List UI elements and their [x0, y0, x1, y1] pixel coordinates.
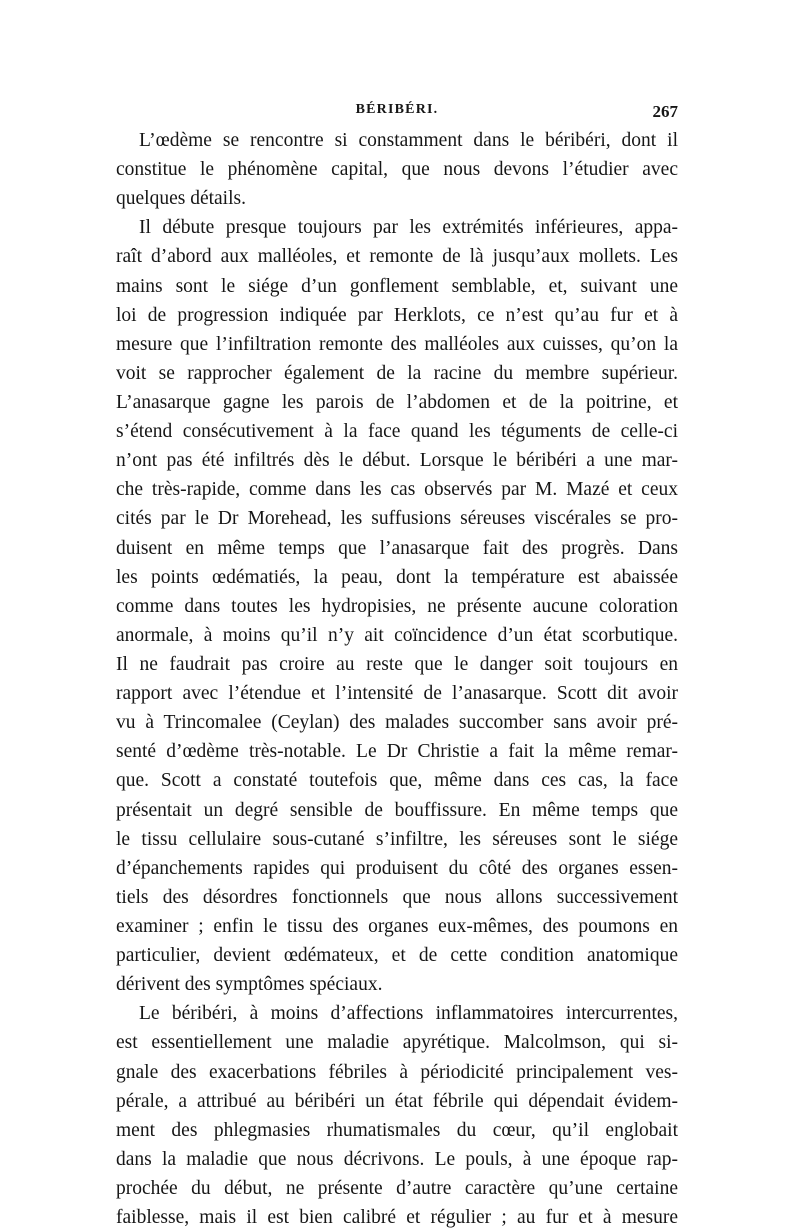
text-line-13: che très-rapide, comme dans les cas observés par M. Mazé et ceux — [116, 479, 678, 501]
text-line-23: que. Scott a constaté toutefois que, même dans ces cas, la face — [116, 770, 678, 792]
text-line-10: L’anasarque gagne les parois de l’abdomen et de la poitrine, et — [116, 391, 678, 413]
text-line-2: constitue le phénomène capital, que nous devons l’étudier avec — [116, 159, 678, 181]
text-line-29: particulier, devient œdémateux, et de cette condition anatomique — [116, 945, 678, 967]
text-line-12: n’ont pas été infiltrés dès le début. Lorsque le béribéri a une mar- — [116, 450, 678, 472]
body-text — [116, 126, 678, 1232]
text-line-38: faiblesse, mais il est bien calibré et régulier ; au fur et à mesure — [116, 1207, 678, 1229]
text-line-36: dans la maladie que nous décrivons. Le pouls, à une époque rap- — [116, 1148, 678, 1170]
text-line-7: loi de progression indiquée par Herklots, ce n’est qu’au fur et à — [116, 304, 678, 326]
page-header — [116, 102, 678, 126]
text-line-34: pérale, a attribué au béribéri un état fébrile qui dépendait évidem- — [116, 1090, 678, 1112]
text-line-20: rapport avec l’étendue et l’intensité de l’anasarque. Scott dit avoir — [116, 683, 678, 705]
text-line-22: senté d’œdème très-notable. Le Dr Christie a fait la même remar- — [116, 741, 678, 763]
text-line-1: L’œdème se rencontre si constamment dans le béribéri, dont il — [139, 130, 678, 151]
text-line-16: les points œdématiés, la peau, dont la température est abaissée — [116, 566, 678, 588]
text-line-8: mesure que l’infiltration remonte des malléoles aux cuisses, qu’on la — [116, 333, 678, 355]
text-line-15: duisent en même temps que l’anasarque fait des progrès. Dans — [116, 537, 678, 559]
text-line-11: s’étend consécutivement à la face quand les téguments de celle-ci — [116, 421, 678, 443]
text-line-33: gnale des exacerbations fébriles à périodicité principalement ves- — [116, 1061, 678, 1083]
text-line-18: anormale, à moins qu’il n’y ait coïncidence d’un état scorbutique. — [116, 624, 678, 646]
running-title: BÉRIBÉRI. — [355, 102, 439, 117]
text-line-5: raît d’abord aux malléoles, et remonte de là jusqu’aux mollets. Les — [116, 246, 678, 268]
text-line-26: d’épanchements rapides qui produisent du côté des organes essen- — [116, 857, 678, 879]
text-line-21: vu à Trincomalee (Ceylan) des malades succomber sans avoir pré- — [116, 712, 678, 734]
text-line-9: voit se rapprocher également de la racine du membre supérieur. — [116, 362, 678, 384]
text-line-24: présentait un degré sensible de bouffissure. En même temps que — [116, 799, 678, 821]
text-line-6: mains sont le siége d’un gonflement semblable, et, suivant une — [116, 275, 678, 297]
text-line-32: est essentiellement une maladie apyrétique. Malcolmson, qui si- — [116, 1032, 678, 1054]
text-line-17: comme dans toutes les hydropisies, ne présente aucune coloration — [116, 595, 678, 617]
text-line-27: tiels des désordres fonctionnels que nous allons successivement — [116, 886, 678, 908]
text-line-4: Il débute presque toujours par les extrémités inférieures, appa- — [139, 217, 678, 239]
text-line-25: le tissu cellulaire sous-cutané s’infiltre, les séreuses sont le siége — [116, 828, 678, 850]
text-line-30: dérivent des symptômes spéciaux. — [116, 974, 383, 996]
text-line-31: Le béribéri, à moins d’affections inflammatoires intercurrentes, — [139, 1003, 678, 1025]
text-line-14: cités par le Dr Morehead, les suffusions séreuses viscérales se pro- — [116, 508, 678, 530]
page-number: 267 — [652, 102, 678, 121]
text-line-35: ment des phlegmasies rhumatismales du cœur, qu’il englobait — [116, 1119, 678, 1141]
text-line-28: examiner ; enfin le tissu des organes eux-mêmes, des poumons en — [116, 915, 678, 937]
text-line-19: Il ne faudrait pas croire au reste que le danger soit toujours en — [116, 653, 678, 675]
text-line-37: prochée du début, ne présente d’autre caractère qu’une certaine — [116, 1177, 678, 1199]
text-line-3: quelques détails. — [116, 188, 246, 210]
